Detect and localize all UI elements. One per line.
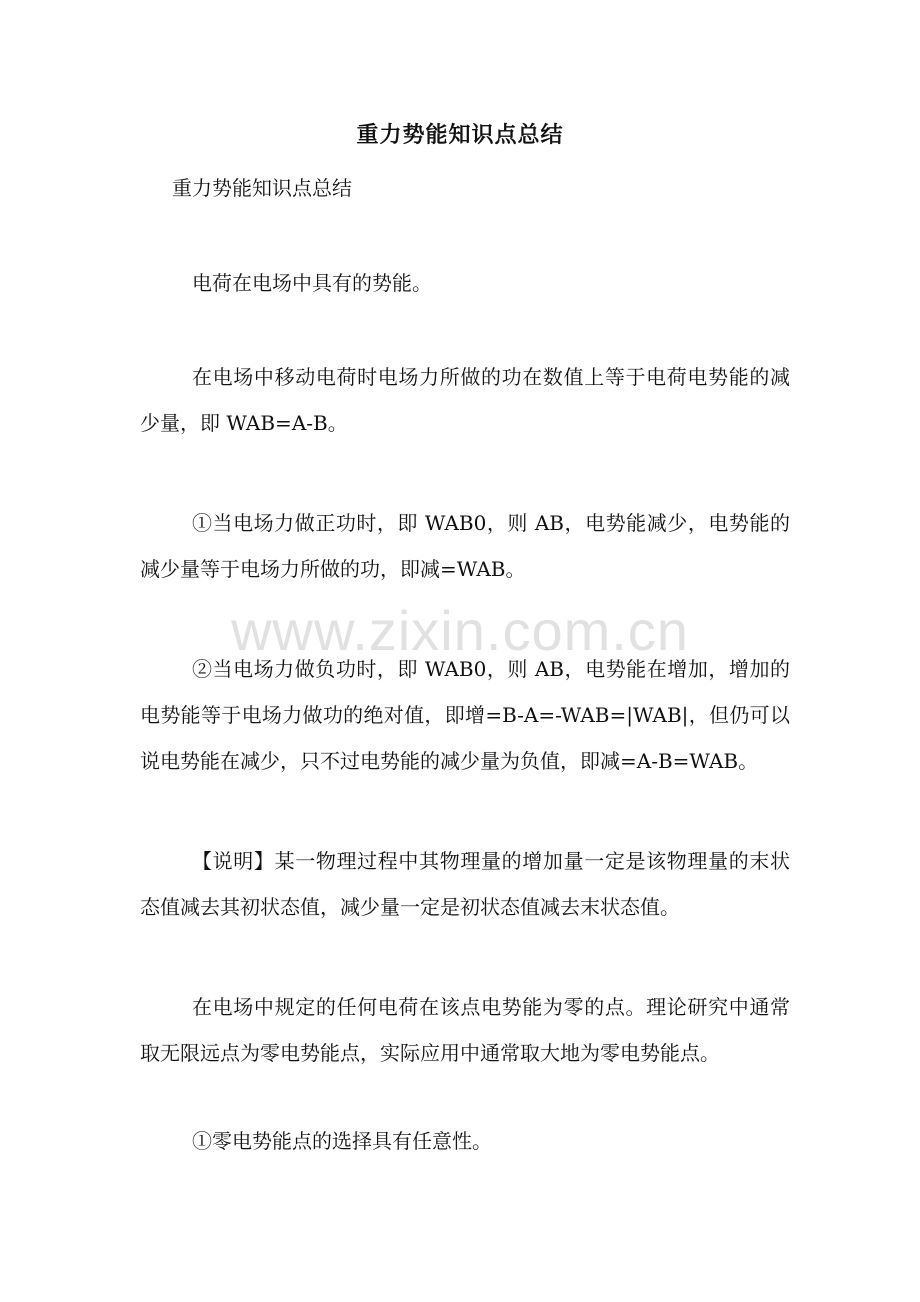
document-title: 重力势能知识点总结 [356,122,564,148]
paragraph: ②当电场力做负功时，即 WAB0，则 AB，电势能在增加，增加的电势能等于电场力做功的绝对值，即增=B-A=-WAB=|WAB|，但仍可以说电势能在减少，只不过电势能的减少量为负值，即减=A-B=WAB。 [140,657,790,773]
paragraph: 在电场中移动电荷时电场力所做的功在数值上等于电荷电势能的减少量，即 WAB=A-B。 [140,365,790,435]
paragraph: ①当电场力做正功时，即 WAB0，则 AB，电势能减少，电势能的减少量等于电场力所做的功，即减=WAB。 [140,511,790,581]
paragraph: 在电场中规定的任何电荷在该点电势能为零的点。理论研究中通常取无限远点为零电势能点，实际应用中通常取大地为零电势能点。 [140,995,790,1065]
paragraph: 【说明】某一物理过程中其物理量的增加量一定是该物理量的末状态值减去其初状态值，减少量一定是初状态值减去末状态值。 [140,849,790,919]
paragraph: 电荷在电场中具有的势能。 [192,271,432,295]
watermark: www.zixin.com.cn [231,599,689,662]
paragraph: ①零电势能点的选择具有任意性。 [192,1129,492,1153]
document-subtitle: 重力势能知识点总结 [172,176,352,200]
